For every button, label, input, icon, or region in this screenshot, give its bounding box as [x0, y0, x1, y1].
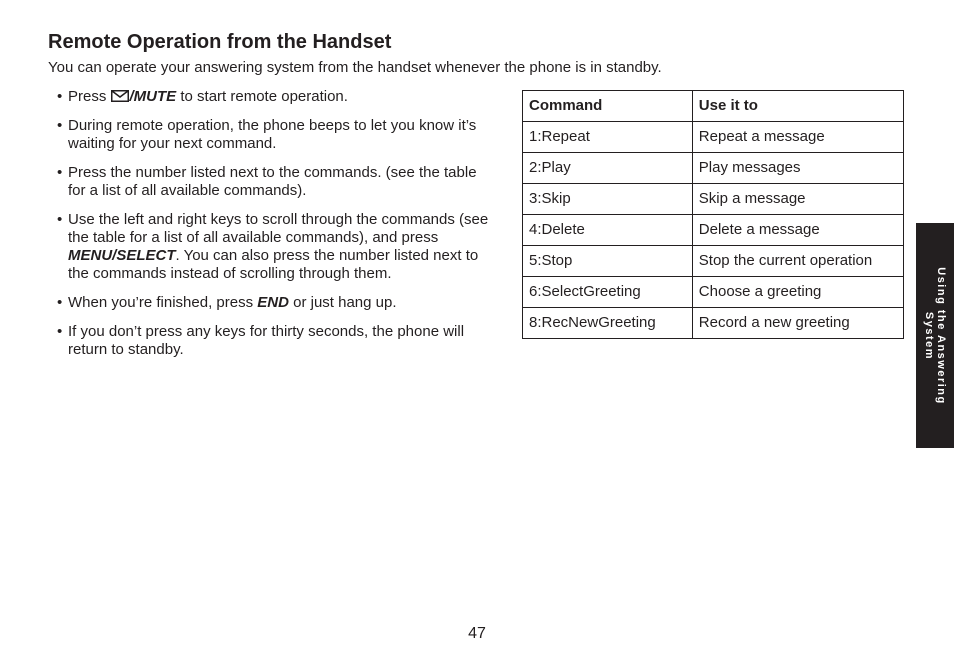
- list-item: [57, 211, 497, 283]
- table-row: [523, 184, 904, 215]
- bullet-marker: •: [57, 211, 63, 228]
- command-cell: 3:Skip: [523, 184, 693, 215]
- mute-key-label: /MUTE: [129, 88, 177, 105]
- page-number: 47: [468, 625, 486, 642]
- description-cell: Delete a message: [692, 215, 903, 246]
- command-cell: 8:RecNewGreeting: [523, 308, 693, 339]
- description-cell: Repeat a message: [692, 122, 903, 153]
- table-row: [523, 277, 904, 308]
- bullet-text-pre: Press: [68, 88, 111, 105]
- command-cell: 6:SelectGreeting: [523, 277, 693, 308]
- bullet-marker: •: [57, 323, 63, 340]
- command-cell: 5:Stop: [523, 246, 693, 277]
- page-title: Remote Operation from the Handset: [48, 31, 392, 53]
- table-row: [523, 122, 904, 153]
- bullet-text-post: or just hang up.: [288, 294, 397, 311]
- column-header-command: Command: [523, 91, 693, 122]
- command-cell: 2:Play: [523, 153, 693, 184]
- description-cell: Skip a message: [692, 184, 903, 215]
- bullet-marker: •: [57, 88, 63, 105]
- description-cell: Play messages: [692, 153, 903, 184]
- list-item: [57, 323, 497, 359]
- bullet-text: Press the number listed next to the commands. (see the table for a list of all available commands).: [68, 164, 477, 199]
- bullet-text-pre: When you’re finished, press: [68, 294, 258, 311]
- section-side-tab: [916, 223, 954, 448]
- table-row: [523, 246, 904, 277]
- description-cell: Stop the current operation: [692, 246, 903, 277]
- end-key-label: END: [257, 294, 289, 311]
- bullet-marker: •: [57, 164, 63, 181]
- table-row: [523, 215, 904, 246]
- envelope-icon: [111, 90, 129, 102]
- section-tab-line-1: Using the Answering: [935, 266, 947, 405]
- description-cell: Record a new greeting: [692, 308, 903, 339]
- bullet-text-post: . You can also press the number listed next to the commands instead of scrolling through them.: [68, 247, 479, 282]
- bullet-text-post: to start remote operation.: [176, 88, 348, 105]
- column-header-use-it-to: Use it to: [692, 91, 903, 122]
- intro-paragraph: You can operate your answering system from the handset whenever the phone is in standby.: [48, 59, 662, 76]
- list-item: [57, 164, 497, 200]
- instruction-list: [57, 88, 497, 370]
- bullet-text: During remote operation, the phone beeps to let you know it’s waiting for your next command.: [68, 117, 477, 152]
- section-tab-line-2: System: [923, 311, 935, 360]
- list-item: [57, 117, 497, 153]
- table-row: [523, 308, 904, 339]
- command-cell: 1:Repeat: [523, 122, 693, 153]
- description-cell: Choose a greeting: [692, 277, 903, 308]
- menu-select-key-label: MENU/SELECT: [68, 247, 176, 264]
- section-tab-label: [923, 236, 947, 436]
- bullet-marker: •: [57, 117, 63, 134]
- table-header-row: [523, 91, 904, 122]
- list-item: [57, 294, 497, 312]
- list-item: [57, 88, 497, 106]
- command-cell: 4:Delete: [523, 215, 693, 246]
- bullet-text-pre: Use the left and right keys to scroll through the commands (see the table for a list of all available commands), and press: [68, 211, 489, 246]
- bullet-text: If you don’t press any keys for thirty seconds, the phone will return to standby.: [68, 323, 465, 358]
- command-table: [522, 90, 904, 339]
- bullet-marker: •: [57, 294, 63, 311]
- table-row: [523, 153, 904, 184]
